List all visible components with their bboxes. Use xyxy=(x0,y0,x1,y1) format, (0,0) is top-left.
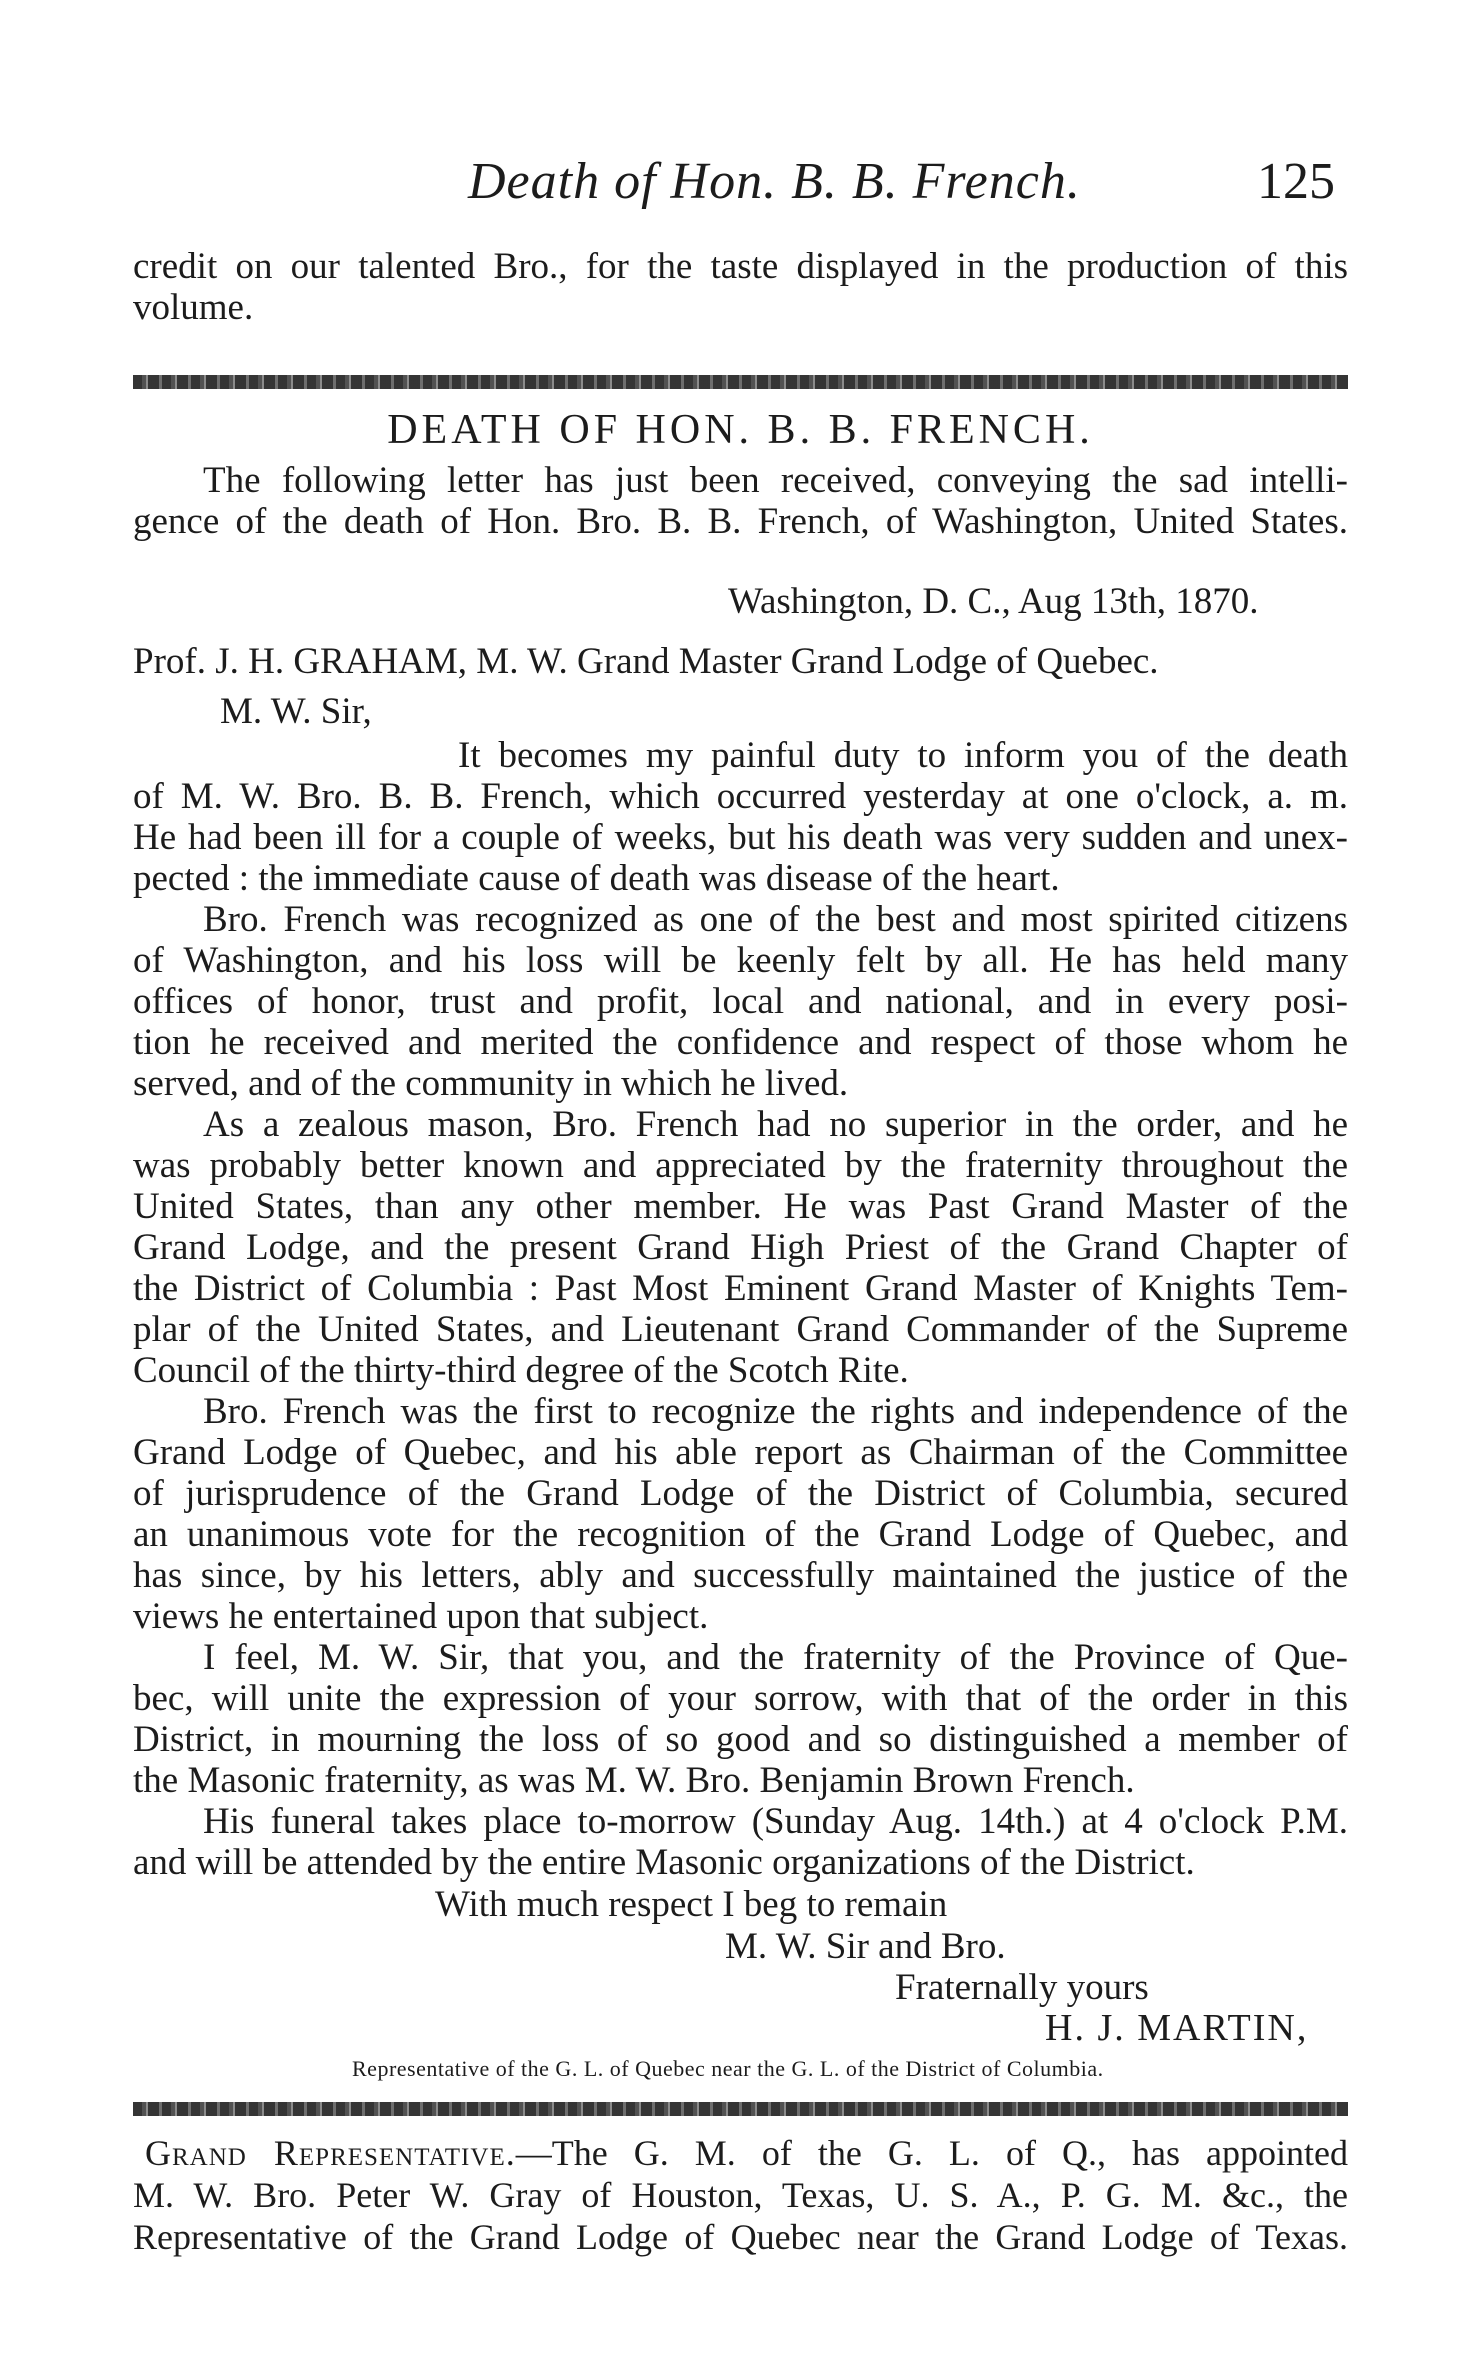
text-line: bec, will unite the expression of your sorrow, with that of the order in this xyxy=(133,1678,1348,1719)
intro-paragraph xyxy=(133,246,1348,328)
text-line: was probably better known and appreciated by the fraternity throughout the xyxy=(133,1145,1348,1186)
letter-dateline: Washington, D. C., Aug 13th, 1870. xyxy=(728,581,1259,622)
page-header xyxy=(150,152,1335,222)
signature-title: Representative of the G. L. of Quebec near the G. L. of the District of Columbia. xyxy=(352,2056,1104,2081)
article-title: DEATH OF HON. B. B. FRENCH. xyxy=(387,407,1094,453)
text-line: Bro. French was recognized as one of the best and most spirited citizens xyxy=(203,899,1348,940)
page-number: 125 xyxy=(1257,153,1335,210)
text-line: has since, by his letters, ably and successfully maintained the justice of the xyxy=(133,1555,1348,1596)
article-intro xyxy=(133,460,1348,542)
text-line: an unanimous vote for the recognition of the Grand Lodge of Quebec, and xyxy=(133,1514,1348,1555)
text-line: The following letter has just been received, conveying the sad intelli- xyxy=(203,460,1348,501)
text-line: United States, than any other member. He was Past Grand Master of the xyxy=(133,1186,1348,1227)
text-line: volume. xyxy=(133,287,254,328)
letter-addressee: Prof. J. H. GRAHAM, M. W. Grand Master Grand Lodge of Quebec. xyxy=(133,641,1159,682)
letter-salutation: M. W. Sir, xyxy=(220,691,372,732)
notice-label: Grand Representative. xyxy=(145,2133,516,2173)
notice-text: —The G. M. of the G. L. of Q., has appointed xyxy=(515,2133,1348,2173)
text-line: Bro. French was the first to recognize the rights and independence of the xyxy=(203,1391,1348,1432)
text-line: of jurisprudence of the Grand Lodge of the District of Columbia, secured xyxy=(133,1473,1348,1514)
text-line: I feel, M. W. Sir, that you, and the fraternity of the Province of Que- xyxy=(203,1637,1348,1678)
text-line: pected : the immediate cause of death was disease of the heart. xyxy=(133,858,1060,899)
text-line: views he entertained upon that subject. xyxy=(133,1596,709,1637)
text-line: District, in mourning the loss of so good and so distinguished a member of xyxy=(133,1719,1348,1760)
text-line: the District of Columbia : Past Most Eminent Grand Master of Knights Tem- xyxy=(133,1268,1348,1309)
text-line: As a zealous mason, Bro. French had no superior in the order, and he xyxy=(203,1104,1348,1145)
closing-line: With much respect I beg to remain xyxy=(435,1884,948,1925)
grand-representative-notice xyxy=(133,2132,1348,2258)
text-line: tion he received and merited the confidence and respect of those whom he xyxy=(133,1022,1348,1063)
text-line xyxy=(133,2132,1348,2174)
text-line: of M. W. Bro. B. B. French, which occurred yesterday at one o'clock, a. m. xyxy=(133,776,1348,817)
text-line: Grand Lodge of Quebec, and his able report as Chairman of the Committee xyxy=(133,1432,1348,1473)
closing-line: Fraternally yours xyxy=(895,1967,1149,2008)
ornamental-rule xyxy=(133,375,1348,389)
text-line: Council of the thirty-third degree of the Scotch Rite. xyxy=(133,1350,909,1391)
text-line: served, and of the community in which he lived. xyxy=(133,1063,849,1104)
text-line: M. W. Bro. Peter W. Gray of Houston, Texas, U. S. A., P. G. M. &c., the xyxy=(133,2175,1348,2215)
text-line: plar of the United States, and Lieutenant Grand Commander of the Supreme xyxy=(133,1309,1348,1350)
closing-line: M. W. Sir and Bro. xyxy=(725,1926,1006,1967)
text-line: Representative of the Grand Lodge of Quebec near the Grand Lodge of Texas. xyxy=(133,2217,1348,2257)
running-title: Death of Hon. B. B. French. xyxy=(468,153,1081,210)
letter-body xyxy=(133,735,1348,1883)
text-line: It becomes my painful duty to inform you of the death xyxy=(458,735,1348,776)
text-line: and will be attended by the entire Masonic organizations of the District. xyxy=(133,1842,1195,1883)
signature: H. J. MARTIN, xyxy=(1045,2007,1309,2049)
text-line: of Washington, and his loss will be keenly felt by all. He has held many xyxy=(133,940,1348,981)
text-line: Grand Lodge, and the present Grand High Priest of the Grand Chapter of xyxy=(133,1227,1348,1268)
text-line: offices of honor, trust and profit, local and national, and in every posi- xyxy=(133,981,1348,1022)
text-line: the Masonic fraternity, as was M. W. Bro. Benjamin Brown French. xyxy=(133,1760,1135,1801)
text-line: credit on our talented Bro., for the taste displayed in the production of this xyxy=(133,246,1348,287)
text-line: gence of the death of Hon. Bro. B. B. French, of Washington, United States. xyxy=(133,501,1348,542)
ornamental-rule xyxy=(133,2102,1348,2116)
text-line: He had been ill for a couple of weeks, but his death was very sudden and unex- xyxy=(133,817,1348,858)
text-line: His funeral takes place to-morrow (Sunday Aug. 14th.) at 4 o'clock P.M. xyxy=(203,1801,1348,1842)
